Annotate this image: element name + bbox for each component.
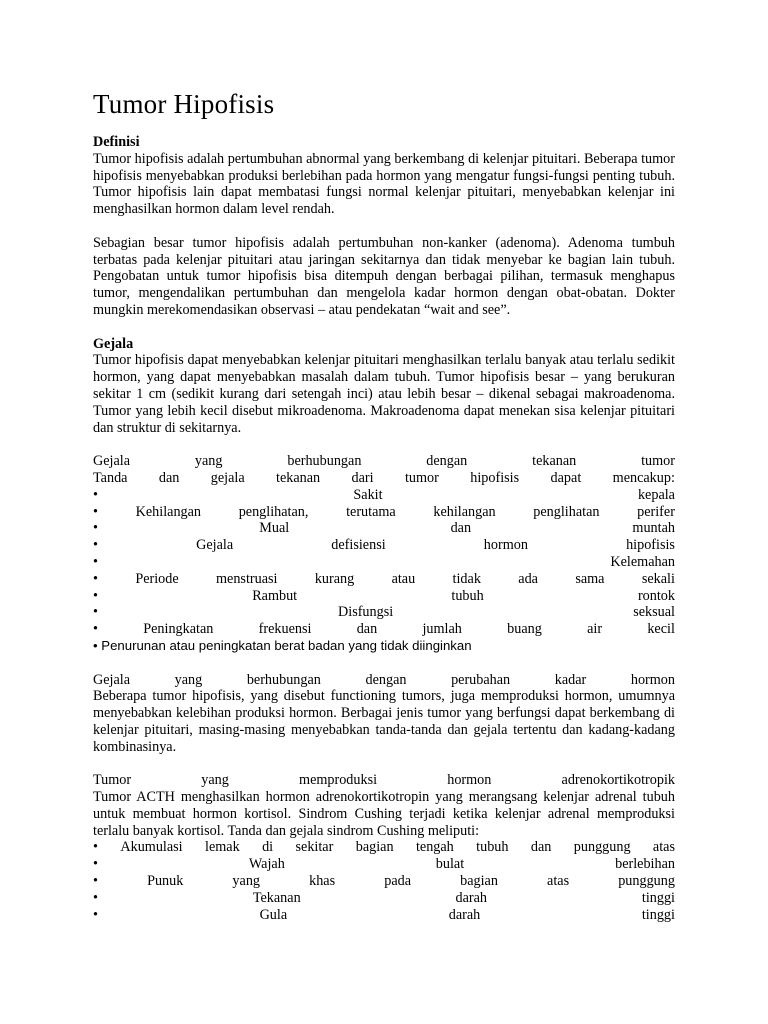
word: perifer [637,503,675,520]
list-item [93,504,675,521]
acth-paragraph: Tumor ACTH menghasilkan hormon adrenokortikotropin yang merangsang kelenjar adrenal tubuh untuk membuat hormon kortisol. Sindrom Cushing terjadi ketika kelenjar adrenal memproduksi terlalu banyak kortisol. Tanda dan gejala sindrom Cushing meliputi: [93,789,675,839]
word: kepala [637,486,675,503]
word: hipofisis [626,537,675,554]
word: • [93,604,98,621]
tekanan-last-item: • Penurunan atau peningkatan berat badan yang tidak diinginkan [93,637,472,653]
word: Tumor [93,772,132,789]
gejala-paragraph-1: Tumor hipofisis dapat menyebabkan kelenjar pituitari menghasilkan terlalu banyak atau terlalu sedikit hormon, yang dapat menyebabkan masalah dalam tubuh. Tumor hipofisis besar – yang berukuran sekitar 1 cm (sedikit kurang dari setengah inci) atau lebih besar – dikenal sebagai makroadenoma. Tumor yang lebih kecil disebut mikroadenoma. Makroadenoma dapat menekan sisa kelenjar pituitari dan struktur di sekitarnya. [93,352,675,436]
document-body [93,88,675,923]
list-item [93,890,675,907]
word: mencakup: [612,469,675,486]
word: • [93,889,98,906]
word: yang [194,453,223,470]
word: bagian [460,873,498,890]
word: khas [309,873,336,890]
word: • [93,587,98,604]
word: Kehilangan [135,503,202,520]
word: dapat [550,469,582,486]
word: Gula [259,906,288,923]
word: yang [232,873,261,890]
word: hormon [483,537,528,554]
word: tumor [404,469,439,486]
word: • [93,520,98,537]
word: memproduksi [299,772,378,789]
word: kurang [314,570,355,587]
word: hormon [630,671,675,688]
word: tinggi [641,906,675,923]
page-title: Tumor Hipofisis [93,89,275,119]
word: Disfungsi [338,604,394,621]
word: dan [530,839,552,856]
list-item [93,604,675,621]
word: dan [158,469,180,486]
word: menstruasi [216,570,278,587]
word: dari [351,469,374,486]
word: tengah [415,839,454,856]
tekanan-heading [93,453,675,470]
list-item [93,839,675,856]
word: • [93,873,98,890]
word: berhubungan [246,671,321,688]
word: tubuh [476,839,509,856]
acth-heading [93,772,675,789]
word: terutama [346,503,396,520]
word: pada [384,873,412,890]
word: gejala [210,469,245,486]
list-item [93,487,675,504]
acth-symptom-list [93,839,675,923]
word: sekali [641,570,675,587]
word: rontok [637,587,675,604]
word: kadar [554,671,587,688]
list-item [93,621,675,638]
word: punggung [573,839,631,856]
word: jumlah [422,621,462,638]
word: • [93,553,98,570]
word: • [93,856,98,873]
list-item [93,907,675,924]
word: Punuk [147,873,184,890]
word: Mual [259,520,290,537]
list-item [93,571,675,588]
word: Sakit [353,486,383,503]
word: darah [455,889,488,906]
word: perubahan [451,671,511,688]
word: punggung [618,873,675,890]
list-item [93,537,675,554]
word: bulat [435,856,465,873]
word: yang [174,671,203,688]
list-item [93,588,675,605]
word: hipofisis [470,469,520,486]
word: ada [518,570,538,587]
word: penglihatan, [238,503,309,520]
word: Rambut [252,587,298,604]
word: atas [547,873,570,890]
list-item [93,520,675,537]
word: di [262,839,274,856]
word: • [93,621,98,638]
word: berhubungan [287,453,362,470]
section-heading-gejala: Gejala [93,335,134,352]
list-item [93,873,675,890]
word: muntah [632,520,675,537]
word: darah [448,906,481,923]
word: • [93,906,98,923]
word: yang [201,772,229,789]
word: Wajah [248,856,285,873]
word: defisiensi [331,537,386,554]
word: Kelemahan [610,553,675,570]
word: Peningkatan [143,621,214,638]
word: penglihatan [533,503,600,520]
word: Gejala [196,537,234,554]
list-item [93,554,675,571]
word: air [587,621,603,638]
word: tumor [641,453,675,470]
word: adrenokortikotropik [561,772,675,789]
word: Tekanan [252,889,301,906]
word: tekanan [276,469,321,486]
word: buang [507,621,542,638]
tekanan-intro [93,470,675,487]
tekanan-symptom-list [93,487,675,638]
word: • [93,570,98,587]
word: dan [450,520,472,537]
word: tubuh [451,587,484,604]
hormon-paragraph: Beberapa tumor hipofisis, yang disebut functioning tumors, juga memproduksi hormon, umumnya menyebabkan kelebihan produksi hormon. Berbagai jenis tumor yang berfungsi dapat berkembang di kelenjar pituitari, masing-masing menyebabkan tanda-tanda dan gejala tertentu dan kadang-kadang kombinasinya. [93,688,675,755]
word: Periode [135,570,179,587]
word: Gejala [93,671,131,688]
word: dengan [365,671,407,688]
word: tekanan [532,453,577,470]
word: atas [652,839,675,856]
word: • [93,486,98,503]
word: frekuensi [258,621,312,638]
word: • [93,537,98,554]
hormon-heading [93,672,675,689]
word: Gejala [93,453,131,470]
word: • [93,503,98,520]
word: seksual [633,604,675,621]
word: sama [575,570,605,587]
word: bagian [355,839,394,856]
definisi-paragraph-2: Sebagian besar tumor hipofisis adalah pertumbuhan non-kanker (adenoma). Adenoma tumbuh terbatas pada kelenjar pituitari atau jaringan sekitarnya dan tidak menyebar ke bagian lain tubuh. Pengobatan untuk tumor hipofisis bisa ditempuh dengan berbagai pilihan, termasuk menghapus tumor, mengendalikan pertumbuhan dan mengelola kadar hormon dengan obat-obatan. Dokter mungkin merekomendasikan observasi – atau pendekatan “wait and see”. [93,234,675,318]
word: berlebihan [615,856,675,873]
word: atau [391,570,416,587]
word: sekitar [295,839,334,856]
word: Akumulasi [120,839,183,856]
word: kecil [647,621,675,638]
word: tidak [452,570,481,587]
word: dan [356,621,378,638]
word: hormon [447,772,492,789]
word: kehilangan [433,503,496,520]
list-item [93,856,675,873]
word: • [93,839,98,856]
word: tinggi [641,889,675,906]
word: Tanda [93,469,128,486]
definisi-paragraph-1: Tumor hipofisis adalah pertumbuhan abnormal yang berkembang di kelenjar pituitari. Beberapa tumor hipofisis menyebabkan produksi berlebihan pada hormon yang mengatur fungsi-fungsi penting tubuh. Tumor hipofisis lain dapat membatasi fungsi normal kelenjar pituitari, menyebabkan kelenjar ini menghasilkan hormon dalam level rendah. [93,150,675,218]
word: lemak [205,839,240,856]
word: dengan [426,453,468,470]
section-heading-definisi: Definisi [93,134,140,150]
